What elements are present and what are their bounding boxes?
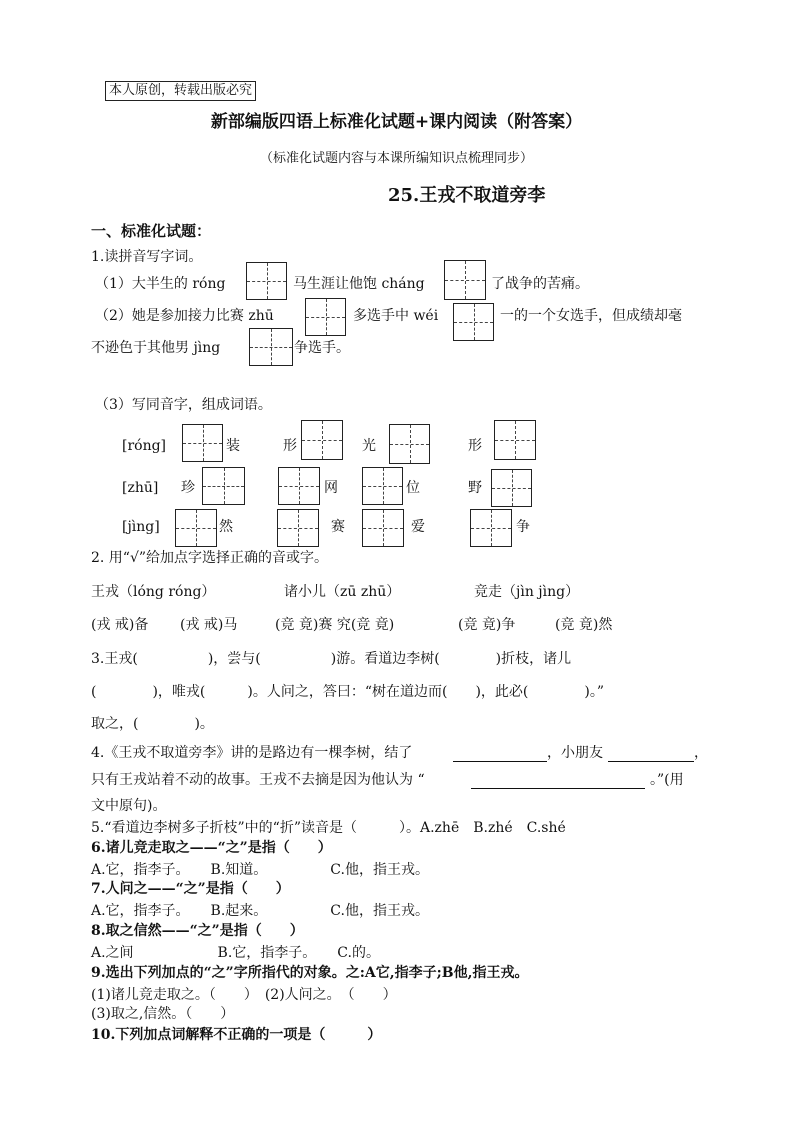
- q1-line3-text-b: 争选手。: [294, 340, 350, 356]
- word-jing-2: 赛: [331, 519, 345, 535]
- q1-line2-text-b: 多选手中 wéi: [353, 308, 439, 324]
- answer-blank[interactable]: [471, 788, 645, 789]
- word-jing-1: 然: [219, 519, 233, 535]
- section-heading: 一、标准化试题：: [91, 222, 212, 240]
- word-rong-4: 形: [468, 438, 482, 454]
- q1-line3-text-a: 不逊色于其他男 jìng: [91, 340, 221, 356]
- q1-line1-text-c: 了战争的苦痛。: [491, 276, 589, 292]
- pinyin-rong: [róng]: [122, 438, 167, 454]
- q1-line2-text-a: （2）她是参加接力比赛 zhū: [95, 308, 274, 324]
- copyright-stamp: 本人原创，转载出版必究: [105, 81, 256, 101]
- word-rong-2: 形: [283, 438, 297, 454]
- answer-grid-box[interactable]: [389, 424, 430, 464]
- q7-options: A.它，指李子。 B.起来。 C.他，指王戎。: [91, 903, 429, 919]
- word-zhu-1: 珍: [181, 480, 195, 496]
- q4-line2-a: 只有王戎站着不动的故事。王戎不去摘是因为他认为 “: [91, 772, 425, 788]
- q2-item-d: (戎 戒)备: [91, 617, 149, 633]
- q1-sub3-label: （3）写同音字，组成词语。: [95, 397, 272, 413]
- q1-line1-text-a: （1）大半生的 róng: [95, 276, 226, 292]
- answer-grid-box[interactable]: [470, 509, 512, 547]
- answer-grid-box[interactable]: [301, 420, 343, 460]
- word-jing-3: 爱: [411, 519, 425, 535]
- answer-grid-box[interactable]: [249, 328, 293, 366]
- q2-item-g: (竞 竟)争: [458, 617, 516, 633]
- q6-stem: 6.诸儿竞走取之——“之”是指（ ）: [91, 840, 332, 856]
- q6-options: A.它，指李子。 B.知道。 C.他，指王戎。: [91, 862, 429, 878]
- answer-grid-box[interactable]: [494, 420, 536, 460]
- q2-item-a: 王戎（lóng róng）: [91, 584, 216, 600]
- q3-line1: 3.王戎( )，尝与( )游。看道边李树( )折枝，诸儿: [91, 651, 572, 667]
- q8-options: A.之间 B.它，指李子。 C.的。: [91, 945, 380, 961]
- q2-item-e: (戎 戒)马: [180, 617, 238, 633]
- q2-item-c: 竞走（jìn jìng）: [474, 584, 580, 600]
- answer-grid-box[interactable]: [182, 424, 223, 462]
- answer-blank[interactable]: [453, 761, 547, 762]
- q3-line2: ( )，唯戎( )。人问之，答曰：“树在道边而( )，此必( )。”: [91, 684, 605, 700]
- q1-label: 1.读拼音写字词。: [91, 249, 203, 265]
- document-subtitle: （标准化试题内容与本课所编知识点梳理同步）: [259, 151, 533, 166]
- lesson-title: 25.王戎不取道旁李: [388, 185, 546, 206]
- q2-label: 2. 用“√”给加点字选择正确的音或字。: [91, 550, 329, 566]
- q3-line3: 取之，( )。: [91, 716, 214, 732]
- word-rong-3: 光: [362, 438, 376, 454]
- word-zhu-4: 野: [468, 480, 482, 496]
- answer-grid-box[interactable]: [305, 298, 346, 336]
- answer-grid-box[interactable]: [202, 467, 245, 505]
- pinyin-zhu: [zhū]: [122, 480, 159, 496]
- answer-grid-box[interactable]: [246, 262, 287, 300]
- q2-item-h: (竞 竟)然: [555, 617, 613, 633]
- q2-item-b: 诸小儿（zū zhū）: [284, 584, 401, 600]
- document-title: 新部编版四语上标准化试题+课内阅读（附答案）: [210, 112, 583, 132]
- q4-line3: 文中原句)。: [91, 798, 167, 814]
- q4-line1-c: ，: [694, 745, 708, 761]
- word-zhu-2: 网: [324, 480, 338, 496]
- word-rong-1: 装: [226, 438, 240, 454]
- q2-item-f: (竞 竟)赛 究(竞 竟): [275, 617, 395, 633]
- answer-grid-box[interactable]: [491, 469, 532, 507]
- q7-stem: 7.人问之——“之”是指（ ）: [91, 881, 290, 897]
- q5: 5.“看道边李树多子折枝”中的“折”读音是（ ）。A.zhē B.zhé C.shé: [91, 820, 566, 836]
- answer-grid-box[interactable]: [444, 260, 486, 300]
- q8-stem: 8.取之信然——“之”是指（ ）: [91, 923, 304, 939]
- q1-line1-text-b: 马生涯让他饱 cháng: [293, 276, 425, 292]
- answer-grid-box[interactable]: [453, 303, 494, 341]
- answer-grid-box[interactable]: [277, 509, 319, 547]
- word-jing-4: 争: [516, 519, 530, 535]
- answer-grid-box[interactable]: [362, 467, 403, 505]
- q1-line2-text-c: 一的一个女选手，但成绩却毫: [500, 308, 682, 324]
- q9-line1: (1)诸儿竞走取之。（ ） (2)人问之。 （ ）: [91, 987, 397, 1003]
- q9-stem: 9.选出下列加点的“之”字所指代的对象。之:A它,指李子;B他,指王戎。: [91, 965, 529, 981]
- q4-line1-a: 4.《王戎不取道旁李》讲的是路边有一棵李树，结了: [91, 745, 413, 761]
- answer-grid-box[interactable]: [362, 509, 404, 547]
- q4-line1-b: ，小朋友: [547, 745, 603, 761]
- q9-line2: (3)取之,信然。（ ）: [91, 1006, 235, 1022]
- q10-stem: 10.下列加点词解释不正确的一项是（ ）: [91, 1027, 382, 1043]
- word-zhu-3: 位: [406, 480, 420, 496]
- pinyin-jing: [jìng]: [122, 519, 160, 535]
- answer-blank[interactable]: [608, 761, 694, 762]
- q4-line2-b: 。”(用: [650, 772, 684, 788]
- answer-grid-box[interactable]: [278, 467, 320, 505]
- answer-grid-box[interactable]: [175, 509, 217, 547]
